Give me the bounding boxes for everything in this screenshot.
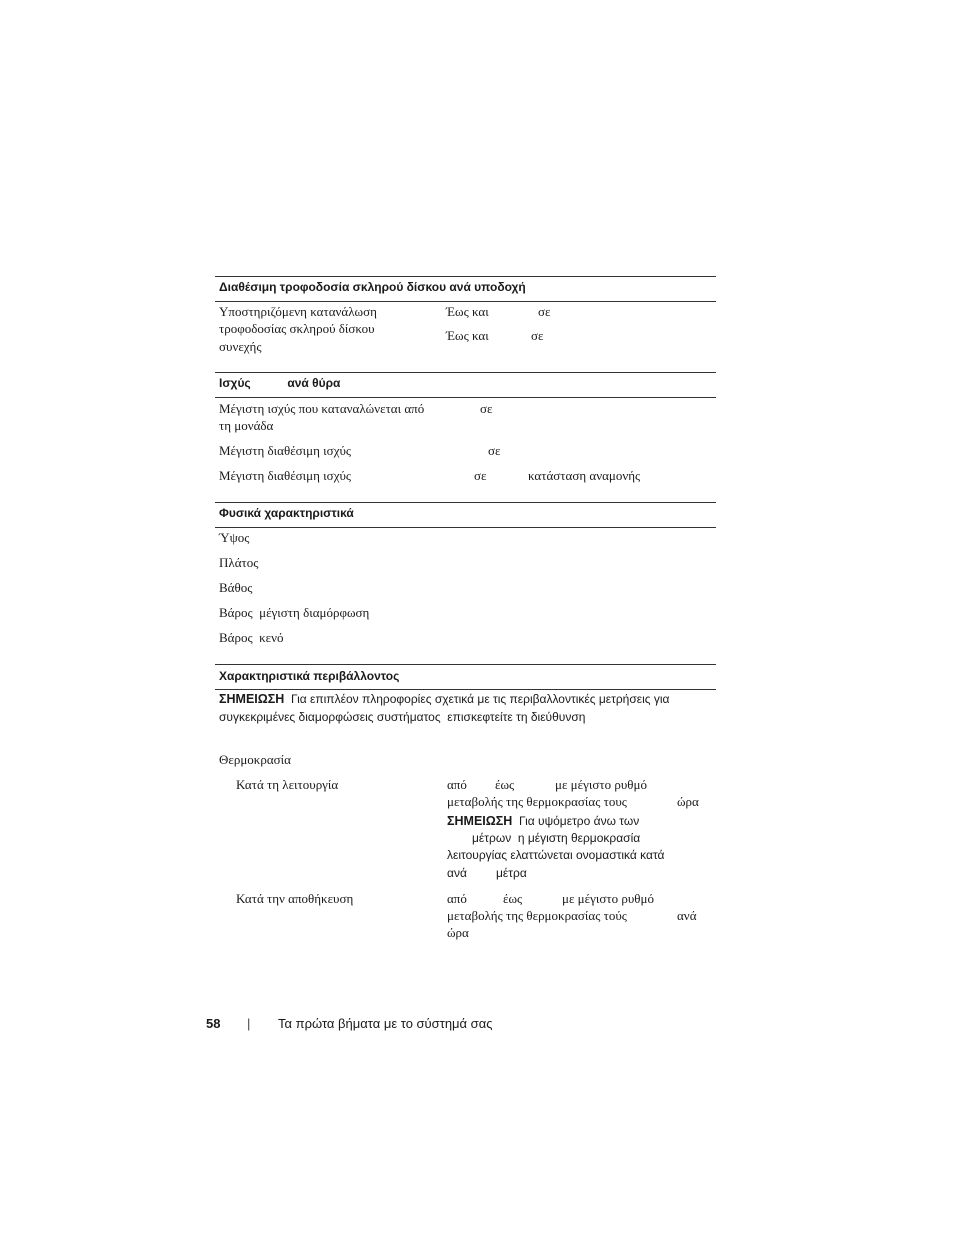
storage-from: από [447, 891, 467, 906]
section-header-rule [215, 527, 716, 528]
section-top-rule [215, 502, 716, 503]
operating-note-line3: λειτουργίας ελαττώνεται ονομαστικά κατά [447, 848, 665, 862]
physical-width-label: Πλάτος [219, 555, 259, 570]
hdd-power-value2-b: σε [531, 328, 544, 343]
section-title-physical: Φυσικά χαρακτηριστικά [219, 506, 354, 520]
section-top-rule [215, 276, 716, 277]
hdd-power-label-line2: τροφοδοσίας σκληρού δίσκου [219, 321, 375, 336]
storage-rate-line2: μεταβολής της θερμοκρασίας τούς [447, 908, 627, 923]
operating-rate-unit: ώρα [677, 794, 699, 809]
port-power-value3-b: κατάσταση αναμονής [528, 468, 641, 483]
hdd-power-label-line3: συνεχής [219, 339, 262, 354]
port-power-label2: Μέγιστη διαθέσιμη ισχύς [219, 443, 352, 458]
storage-label: Κατά την αποθήκευση [236, 891, 354, 906]
operating-rate: με μέγιστο ρυθμό [555, 777, 647, 792]
port-power-value3-a: σε [474, 468, 487, 483]
operating-label: Κατά τη λειτουργία [236, 777, 339, 792]
port-power-value1: σε [480, 401, 493, 416]
port-power-label1-line2: τη μονάδα [219, 418, 274, 433]
operating-note-line1: Για υψόμετρο άνω των [518, 814, 640, 828]
operating-note-line4a: ανά [447, 866, 467, 880]
port-power-label1-line1: Μέγιστη ισχύς που καταναλώνεται από [219, 401, 425, 416]
temperature-label: Θερμοκρασία [219, 752, 291, 767]
storage-rate-line3: ώρα [447, 925, 469, 940]
environment-note [219, 691, 670, 708]
physical-weight-max-label: Βάρος μέγιστη διαμόρφωση [219, 605, 370, 620]
section-top-rule [215, 372, 716, 373]
section-title-environment: Χαρακτηριστικά περιβάλλοντος [219, 669, 400, 683]
operating-note [447, 813, 639, 830]
port-power-value2: σε [488, 443, 501, 458]
page-number: 58 [206, 1016, 221, 1031]
operating-note-line4b: μέτρα [496, 866, 527, 880]
note-text-line2: συγκεκριμένες διαμορφώσεις συστήματος επισκεφτείτε τη διεύθυνση [219, 710, 586, 724]
hdd-power-label-line1: Υποστηριζόμενη κατανάλωση [219, 304, 377, 319]
operating-from: από [447, 777, 467, 792]
operating-rate-line2: μεταβολής της θερμοκρασίας τους [447, 794, 627, 809]
physical-depth-label: Βάθος [219, 580, 253, 595]
physical-weight-empty-label: Βάρος κενό [219, 630, 284, 645]
operating-to: έως [495, 777, 515, 792]
note-label: ΣΗΜΕΙΩΣΗ [219, 692, 285, 706]
section-header-rule [215, 301, 716, 302]
section-header-rule [215, 397, 716, 398]
footer-title: Τα πρώτα βήματα με το σύστημά σας [278, 1016, 493, 1031]
hdd-power-value2-a: Έως και [446, 328, 489, 343]
section-title-hdd-power: Διαθέσιμη τροφοδοσία σκληρού δίσκου ανά υποδοχή [219, 280, 526, 294]
hdd-power-value1-a: Έως και [446, 304, 489, 319]
section-title-port-power: Ισχύς ανά θύρα [219, 376, 341, 390]
storage-rate: με μέγιστο ρυθμό [562, 891, 654, 906]
physical-height-label: Ύψος [219, 530, 250, 545]
section-header-rule [215, 689, 716, 690]
operating-note-line2: μέτρων η μέγιστη θερμοκρασία [472, 831, 641, 845]
footer-separator: | [247, 1016, 251, 1031]
port-power-label3: Μέγιστη διαθέσιμη ισχύς [219, 468, 352, 483]
storage-rate-unit: ανά [677, 908, 697, 923]
operating-note-label: ΣΗΜΕΙΩΣΗ [447, 814, 513, 828]
section-top-rule [215, 664, 716, 665]
storage-to: έως [503, 891, 523, 906]
note-text-line1: Για επιπλέον πληροφορίες σχετικά με τις περιβαλλοντικές μετρήσεις για [290, 692, 670, 706]
hdd-power-value1-b: σε [538, 304, 551, 319]
